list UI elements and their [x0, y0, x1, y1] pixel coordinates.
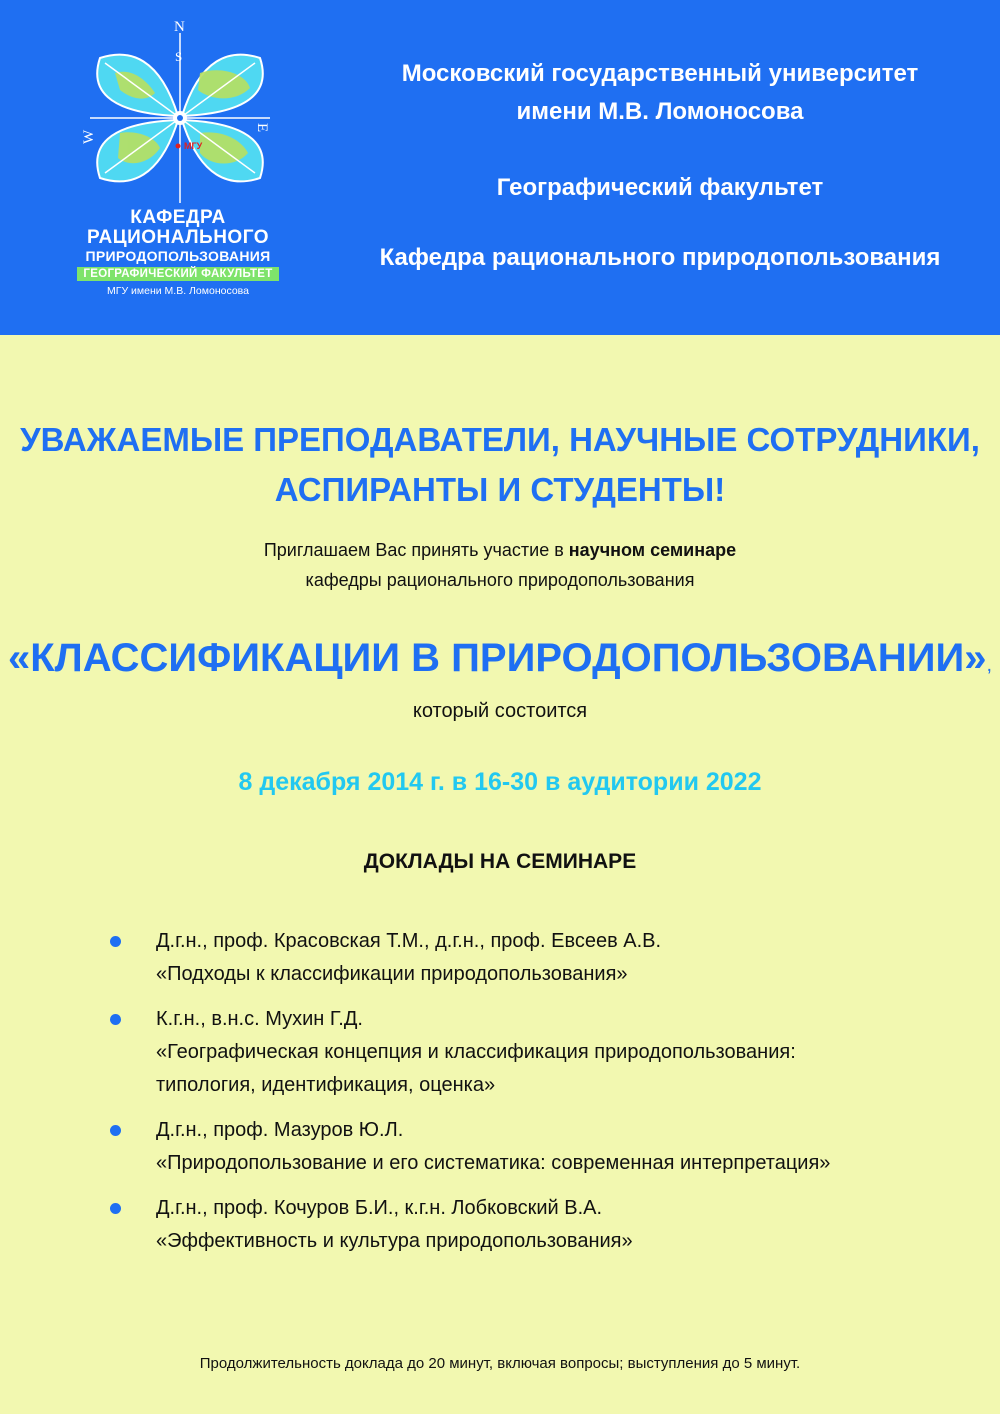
logo-line-1: КАФЕДРА [130, 207, 226, 228]
seminar-title [0, 630, 1000, 693]
invitation-line-2: кафедры рационального природопользования [305, 570, 695, 590]
seminar-datetime: 8 декабря 2014 г. в 16-30 в аудитории 2022 [238, 768, 762, 796]
report-item [110, 925, 970, 991]
report-item [110, 1003, 970, 1102]
map-label: МГУ [184, 141, 203, 151]
department-logo [60, 18, 300, 318]
university-name-line-2: имени М.В. Ломоносова [516, 98, 804, 125]
report-item [110, 1114, 970, 1180]
greeting-line-1: УВАЖАЕМЫЕ ПРЕПОДАВАТЕЛИ, НАУЧНЫЕ СОТРУДНИКИ, [20, 421, 980, 458]
reports-list [110, 925, 970, 1270]
invitation-bold: научном семинаре [568, 540, 737, 560]
bullet-icon [110, 1014, 121, 1025]
report-authors: Д.г.н., проф. Мазуров Ю.Л. [156, 1119, 404, 1141]
logo-faculty-badge: ГЕОГРАФИЧЕСКИЙ ФАКУЛЬТЕТ [77, 267, 278, 281]
logo-caption [60, 208, 296, 297]
report-title: «Эффективность и культура природопользования» [156, 1230, 633, 1252]
header-text [330, 55, 990, 277]
report-title: «Природопользование и его систематика: современная интерпретация» [156, 1152, 831, 1174]
compass-e: E [254, 123, 270, 133]
header-banner [0, 0, 1000, 335]
logo-line-3: ПРИРОДОПОЛЬЗОВАНИЯ [85, 248, 271, 264]
department-name: Кафедра рационального природопользования [379, 244, 941, 271]
compass-w: W [81, 129, 97, 144]
compass-n: N [174, 19, 185, 35]
invitation-text [0, 535, 1000, 595]
invitation-prefix: Приглашаем Вас принять участие в [263, 540, 569, 560]
report-authors: Д.г.н., проф. Кочуров Б.И., к.г.н. Лобковский В.А. [156, 1197, 603, 1219]
report-item [110, 1192, 970, 1258]
report-title: «Географическая концепция и классификация природопользования: типология, идентификация, оценка» [156, 1041, 796, 1096]
bullet-icon [110, 1125, 121, 1136]
report-title: «Подходы к классификации природопользования» [156, 963, 628, 985]
greeting-line-2: АСПИРАНТЫ И СТУДЕНТЫ! [274, 471, 726, 508]
compass-leaf-map-icon [60, 18, 300, 218]
university-name-line-1: Московский государственный университет [401, 60, 919, 87]
footer-note: Продолжительность доклада до 20 минут, включая вопросы; выступления до 5 минут. [199, 1355, 801, 1372]
greeting-heading [0, 415, 1000, 515]
occurs-text: который состоится [412, 700, 588, 722]
logo-line-5: МГУ имени М.В. Ломоносова [107, 285, 249, 297]
seminar-title-text: «КЛАССИФИКАЦИИ В ПРИРОДОПОЛЬЗОВАНИИ» [8, 636, 987, 680]
bullet-icon [110, 936, 121, 947]
reports-heading: ДОКЛАДЫ НА СЕМИНАРЕ [363, 850, 637, 873]
bullet-icon [110, 1203, 121, 1214]
invitation-line-1 [0, 535, 1000, 565]
report-authors: Д.г.н., проф. Красовская Т.М., д.г.н., проф. Евсеев А.В. [156, 930, 662, 952]
faculty-name: Географический факультет [496, 174, 824, 201]
compass-s: S [175, 49, 183, 64]
report-authors: К.г.н., в.н.с. Мухин Г.Д. [156, 1008, 363, 1030]
logo-line-2: РАЦИОНАЛЬНОГО [87, 227, 269, 248]
seminar-title-comma: , [986, 654, 992, 676]
